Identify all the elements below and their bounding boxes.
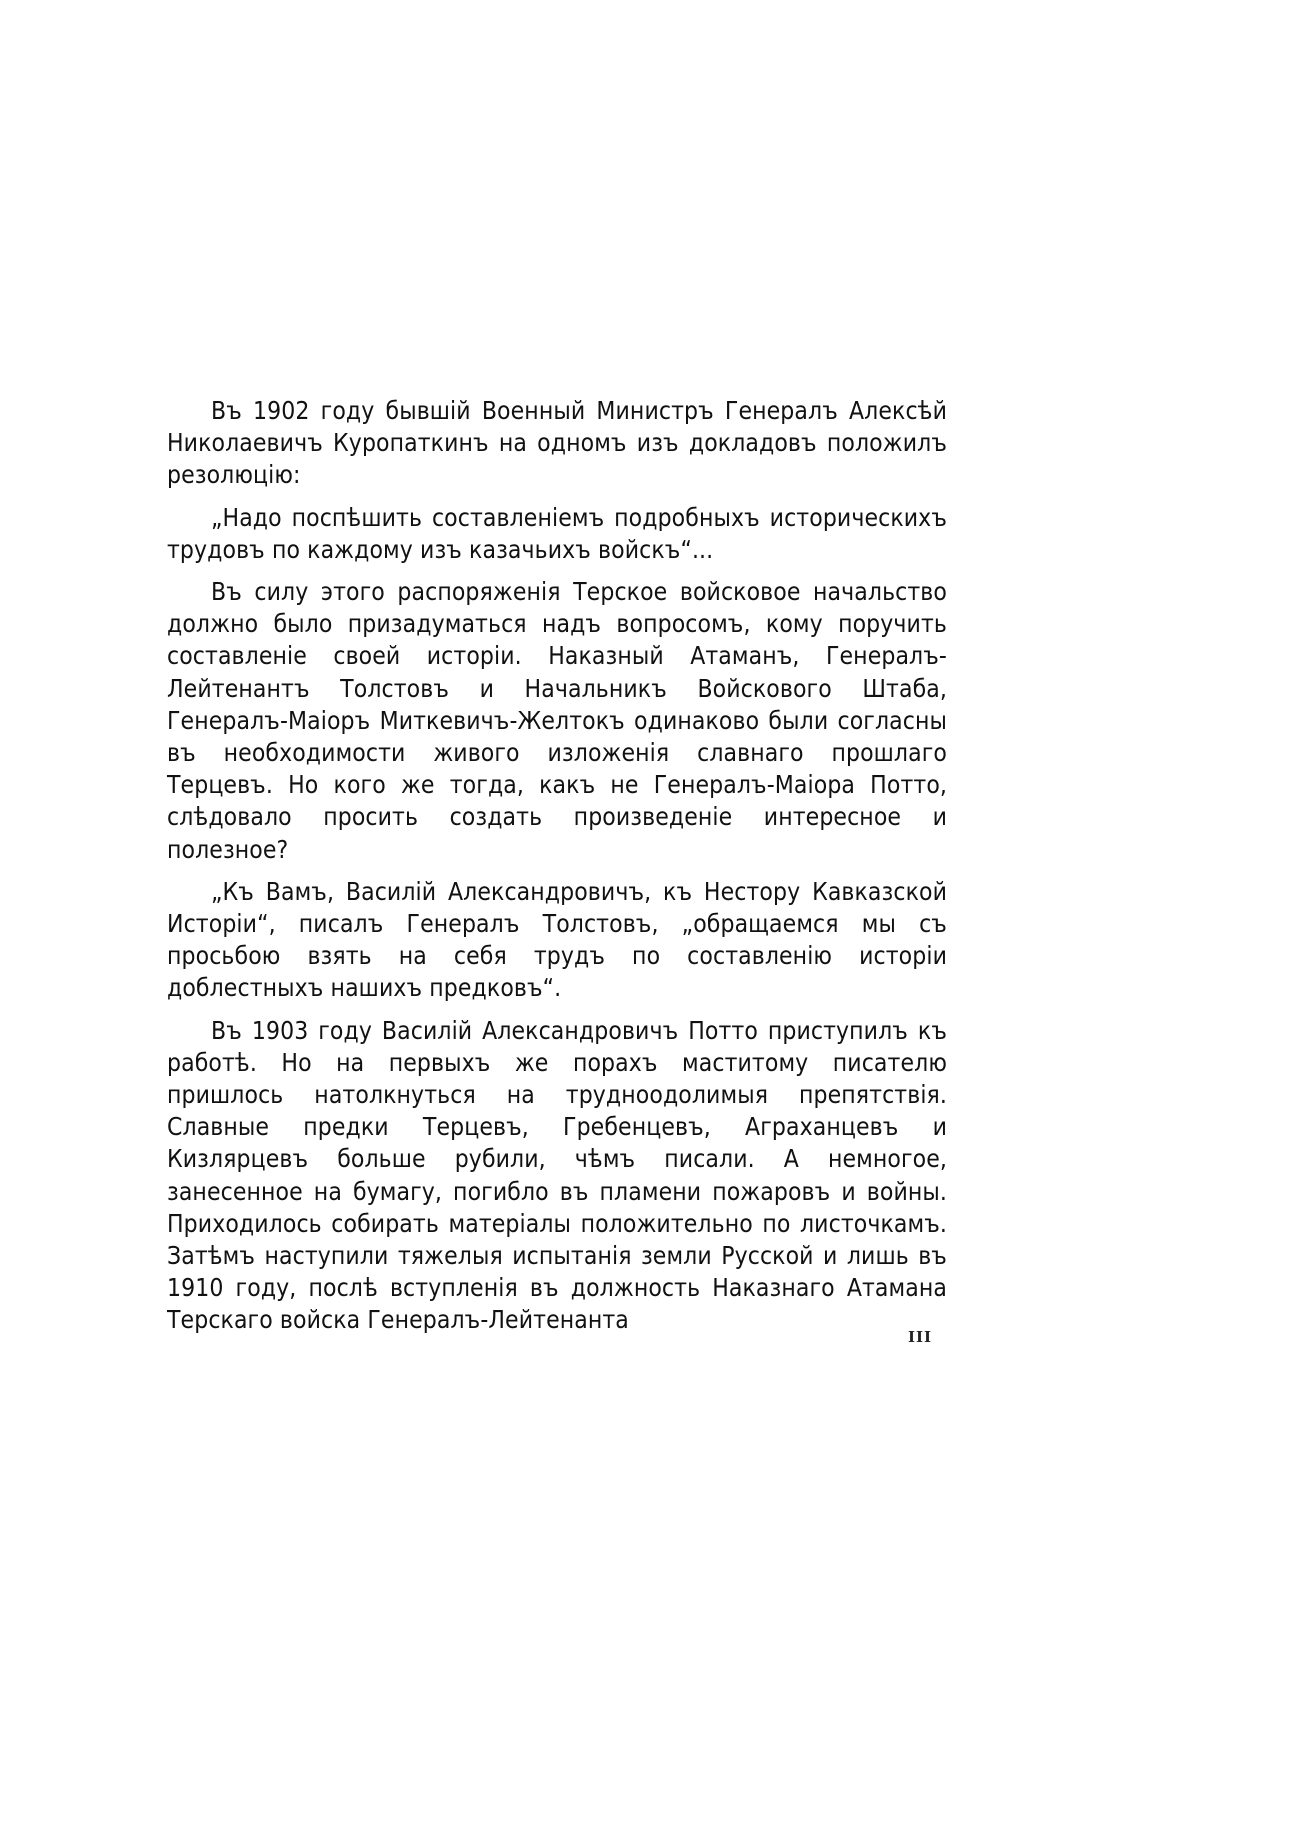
- body-text: [167, 395, 947, 1347]
- paragraph-5: Въ 1903 году Василій Александровичъ Потто приступилъ къ работѣ. Но на первыхъ же порахъ маститому писателю пришлось натолкнуться на трудноодолимыя препятствія. Славные предки Терцевъ, Гребенцевъ, Аграханцевъ и Кизлярцевъ больше рубили, чѣмъ писали. А немногое, занесенное на бумагу, погибло въ пламени пожаровъ и войны. Приходилось собирать матеріалы положительно по листочкамъ. Затѣмъ наступили тяжелыя испытанія земли Русской и лишь въ 1910 году, послѣ вступленія въ должность Наказнаго Атамана Терскаго войска Генералъ-Лейтенанта: [167, 1015, 947, 1335]
- page-number: III: [908, 1328, 933, 1346]
- paragraph-4-quote: „Къ Вамъ, Василій Александровичъ, къ Нестору Кавказской Исторіи“, писалъ Генералъ Толстовъ, „обращаемся мы съ просьбою взять на себя трудъ по составленію исторіи доблестныхъ нашихъ предковъ“.: [167, 876, 947, 1003]
- paragraph-2-quote: „Надо поспѣшить составленіемъ подробныхъ историческихъ трудовъ по каждому изъ казачьихъ войскъ“...: [167, 502, 947, 564]
- paragraph-1: Въ 1902 году бывшій Военный Министръ Генералъ Алексѣй Николаевичъ Куропаткинъ на одномъ изъ докладовъ положилъ резолюцію:: [167, 396, 947, 490]
- paragraph-3: Въ силу этого распоряженія Терское войсковое начальство должно было призадуматься надъ вопросомъ, кому поручить составленіе своей исторіи. Наказный Атаманъ, Генералъ-Лейтенантъ Толстовъ и Начальникъ Войскового Штаба, Генералъ-Маіоръ Миткевичъ-Желтокъ одинаково были согласны въ необходимости живого изложенія славнаго прошлаго Терцевъ. Но кого же тогда, какъ не Генералъ-Маіора Потто, слѣдовало просить создать произведеніе интересное и полезное?: [167, 577, 947, 864]
